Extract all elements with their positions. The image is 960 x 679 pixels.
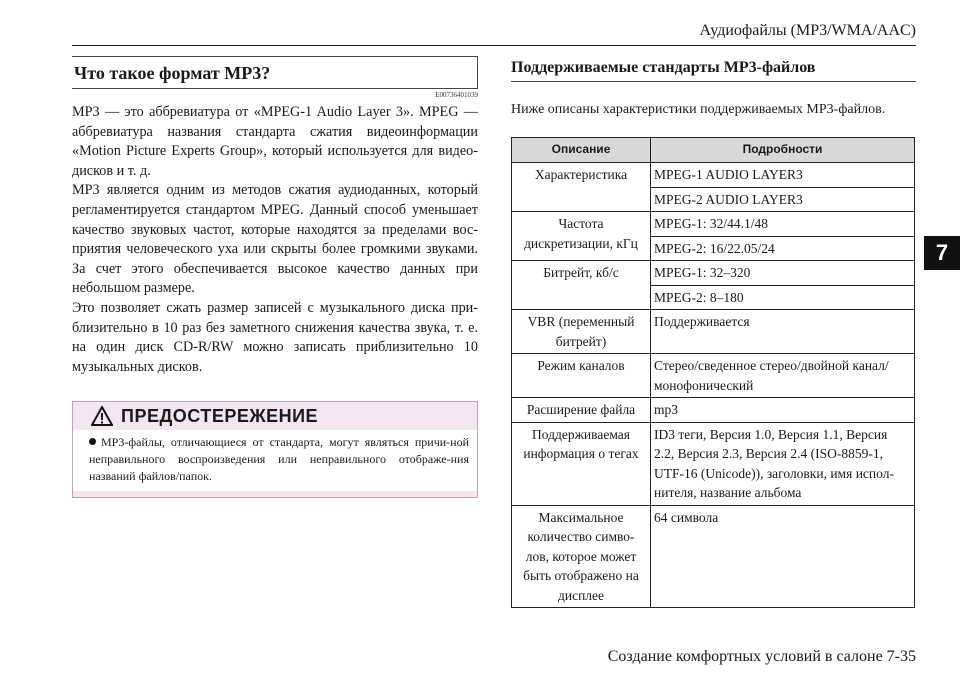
body-text [72,103,478,377]
right-column [511,56,916,608]
header-divider [72,45,916,46]
row-detail: Поддерживается [651,310,915,354]
row-description: Поддерживаемая информация о тегах [512,422,651,505]
row-description: Характеристика [512,163,651,212]
paragraph: MP3 является одним из методов сжатия аудиоданных, который регламентируется стандартом MPEG. Данный способ уменьшает качество звуковых частот, которые находятся за пределами вос-приятия человеческого уха или скрыты более громкими звуками. За счет этого обеспечивается высокое качество данных при небольшом размере. [72,182,478,297]
row-detail: ID3 теги, Версия 1.0, Версия 1.1, Версия 2.2, Версия 2.3, Версия 2.4 (ISO-8859-1, UTF-16 (Unicode)), заголовки, имя испол-нителя, название альбома [651,422,915,505]
row-detail: mp3 [651,398,915,423]
section-title-mp3: Что такое формат MP3? [72,56,478,89]
chapter-tab: 7 [924,236,960,270]
table-row [512,261,915,286]
caution-box [72,401,478,498]
page-footer: Создание комфортных условий в салоне 7-35 [607,648,916,665]
column-header-details: Подробности [651,138,915,163]
table-row [512,310,915,354]
row-detail: 64 символа [651,505,915,608]
intro-text: Ниже описаны характеристики поддерживаемых MP3-файлов. [511,102,886,117]
table-header-row [512,138,915,163]
caution-header [73,402,477,430]
paragraph: Это позволяет сжать размер записей с музыкального диска при-близительно в 10 раз без заметного снижения качества звука, т. е. на один диск CD-R/RW можно записать приблизительно 10 музыкальных дисков. [72,299,478,375]
row-detail: MPEG-1 AUDIO LAYER3 [651,163,915,188]
section-title-standards: Поддерживаемые стандарты MP3-файлов [511,56,916,82]
row-detail: MPEG-2: 16/22.05/24 [651,236,915,261]
table-row [512,354,915,398]
caution-body [73,430,477,491]
table-row [512,212,915,237]
spec-table [511,137,915,608]
row-description: Режим каналов [512,354,651,398]
row-detail: Стерео/сведенное стерео/двойной канал/ монофонический [651,354,915,398]
row-description: VBR (переменный битрейт) [512,310,651,354]
caution-text: MP3-файлы, отличающиеся от стандарта, могут являться причи-ной неправильного воспроизведения или неправильного отображе-ния названий файлов/папок. [89,435,469,484]
row-detail: MPEG-1: 32/44.1/48 [651,212,915,237]
row-description: Расширение файла [512,398,651,423]
warning-icon [91,406,113,426]
row-detail: MPEG-2 AUDIO LAYER3 [651,187,915,212]
row-description: Частота дискретизации, кГц [512,212,651,261]
row-description: Максимальное количество симво-лов, которое может быть отображено на дисплее [512,505,651,608]
column-header-description: Описание [512,138,651,163]
row-detail: MPEG-1: 32–320 [651,261,915,286]
running-header: Аудиофайлы (MP3/WMA/AAC) [699,22,916,39]
table-row [512,505,915,608]
row-description: Битрейт, кб/с [512,261,651,310]
bullet-icon [89,438,96,445]
table-row [512,398,915,423]
section-code: E00736401039 [435,91,478,99]
table-row [512,422,915,505]
table-row [512,163,915,188]
row-detail: MPEG-2: 8–180 [651,285,915,310]
caution-heading: ПРЕДОСТЕРЕЖЕНИЕ [121,405,319,426]
paragraph: MP3 — это аббревиатура от «MPEG-1 Audio Layer 3». MPEG — аббревиатура названия стандарта сжатия видеоинформации «Motion Picture Experts Group», который используется для видео-дисков и т. д. [72,104,478,179]
left-column [72,56,478,498]
